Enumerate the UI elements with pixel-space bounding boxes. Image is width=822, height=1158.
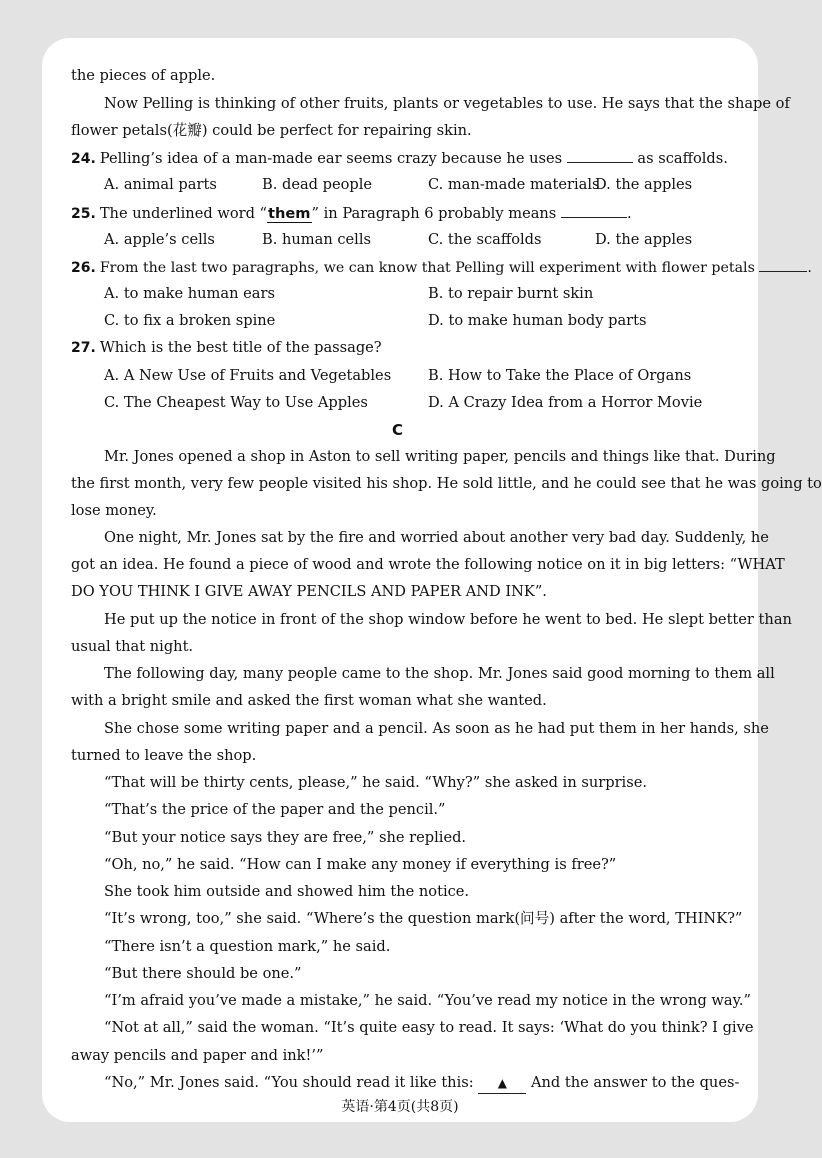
passage-line: got an idea. He found a piece of wood and wrote the following notice on it in big letters: “WHAT: [71, 556, 785, 573]
passage-line: the pieces of apple.: [71, 67, 216, 84]
option-a[interactable]: A. apple’s cells: [104, 231, 215, 248]
question-25: [71, 203, 632, 224]
option-d[interactable]: D. to make human body parts: [428, 312, 647, 329]
question-text-after: .: [807, 260, 812, 276]
passage-line-last: [104, 1073, 739, 1094]
passage-line: She took him outside and showed him the notice.: [104, 883, 470, 900]
option-a[interactable]: A. A New Use of Fruits and Vegetables: [104, 367, 392, 384]
question-27: [71, 338, 382, 358]
option-b[interactable]: B. How to Take the Place of Organs: [428, 367, 692, 384]
passage-line: “It’s wrong, too,” she said. “Where’s the question mark(问号) after the word, THINK?”: [104, 910, 743, 927]
passage-line: usual that night.: [71, 638, 194, 655]
question-text: The underlined word “: [99, 205, 268, 222]
passage-line: away pencils and paper and ink!’”: [71, 1047, 324, 1064]
passage-line: lose money.: [71, 502, 157, 519]
option-c[interactable]: C. the scaffolds: [428, 231, 542, 248]
section-heading: C: [392, 421, 404, 439]
passage-line: “That’s the price of the paper and the pencil.”: [104, 801, 446, 818]
last-line-after: And the answer to the ques-: [530, 1074, 740, 1091]
option-b[interactable]: B. dead people: [262, 176, 373, 193]
answer-blank: [567, 148, 633, 163]
passage-line: flower petals(花瓣) could be perfect for repairing skin.: [71, 122, 472, 139]
question-text: From the last two paragraphs, we can know that Pelling will experiment with flower petals: [99, 260, 755, 276]
exam-page: [42, 38, 758, 1122]
passage-line: “There isn’t a question mark,” he said.: [104, 938, 391, 955]
question-number: 24.: [71, 151, 96, 167]
page-footer: 英语·第4页(共8页): [341, 1099, 459, 1115]
passage-line: with a bright smile and asked the first woman what she wanted.: [71, 692, 547, 709]
passage-line: The following day, many people came to the shop. Mr. Jones said good morning to them all: [104, 665, 775, 682]
passage-line: “But there should be one.”: [104, 965, 302, 982]
question-number: 25.: [71, 206, 96, 222]
question-number: 27.: [71, 340, 96, 356]
underlined-word: them: [268, 205, 311, 222]
passage-line: He put up the notice in front of the shop window before he went to bed. He slept better than: [104, 611, 792, 628]
answer-blank: [561, 203, 627, 218]
question-26: [71, 257, 812, 278]
option-d[interactable]: D. the apples: [595, 231, 693, 248]
option-c[interactable]: C. The Cheapest Way to Use Apples: [104, 394, 368, 411]
passage-line: DO YOU THINK I GIVE AWAY PENCILS AND PAPER AND INK”.: [71, 583, 547, 600]
option-b[interactable]: B. human cells: [262, 231, 372, 248]
question-24: [71, 148, 728, 169]
option-b[interactable]: B. to repair burnt skin: [428, 285, 594, 302]
passage-line: “Not at all,” said the woman. “It’s quite easy to read. It says: ‘What do you think? I give: [104, 1019, 754, 1036]
last-line-before: “No,” Mr. Jones said. “You should read it like this:: [104, 1074, 474, 1091]
question-text-mid: ” in Paragraph 6 probably means: [311, 205, 557, 222]
question-text: Which is the best title of the passage?: [99, 339, 382, 356]
triangle-blank: ▲: [478, 1073, 526, 1094]
answer-blank: [759, 257, 807, 272]
option-c[interactable]: C. man-made materials: [428, 176, 600, 193]
passage-line: turned to leave the shop.: [71, 747, 257, 764]
option-c[interactable]: C. to fix a broken spine: [104, 312, 276, 329]
passage-line: “I’m afraid you’ve made a mistake,” he said. “You’ve read my notice in the wrong way.”: [104, 992, 752, 1009]
passage-line: “But your notice says they are free,” she replied.: [104, 829, 467, 846]
question-number: 26.: [71, 260, 96, 276]
question-text: Pelling’s idea of a man-made ear seems crazy because he uses: [99, 150, 563, 167]
question-text-after: .: [626, 205, 632, 222]
passage-line: Mr. Jones opened a shop in Aston to sell writing paper, pencils and things like that. During: [104, 448, 776, 465]
passage-line: “That will be thirty cents, please,” he said. “Why?” she asked in surprise.: [104, 774, 647, 791]
passage-line: Now Pelling is thinking of other fruits, plants or vegetables to use. He says that the shape of: [104, 95, 790, 112]
passage-line: the first month, very few people visited his shop. He sold little, and he could see that he was going to: [71, 475, 822, 492]
passage-line: One night, Mr. Jones sat by the fire and worried about another very bad day. Suddenly, he: [104, 529, 769, 546]
option-d[interactable]: D. the apples: [595, 176, 693, 193]
passage-line: She chose some writing paper and a pencil. As soon as he had put them in her hands, she: [104, 720, 769, 737]
option-d[interactable]: D. A Crazy Idea from a Horror Movie: [428, 394, 703, 411]
question-text-after: as scaffolds.: [637, 150, 728, 167]
option-a[interactable]: A. animal parts: [104, 176, 217, 193]
option-a[interactable]: A. to make human ears: [104, 285, 275, 302]
passage-line: “Oh, no,” he said. “How can I make any money if everything is free?”: [104, 856, 617, 873]
